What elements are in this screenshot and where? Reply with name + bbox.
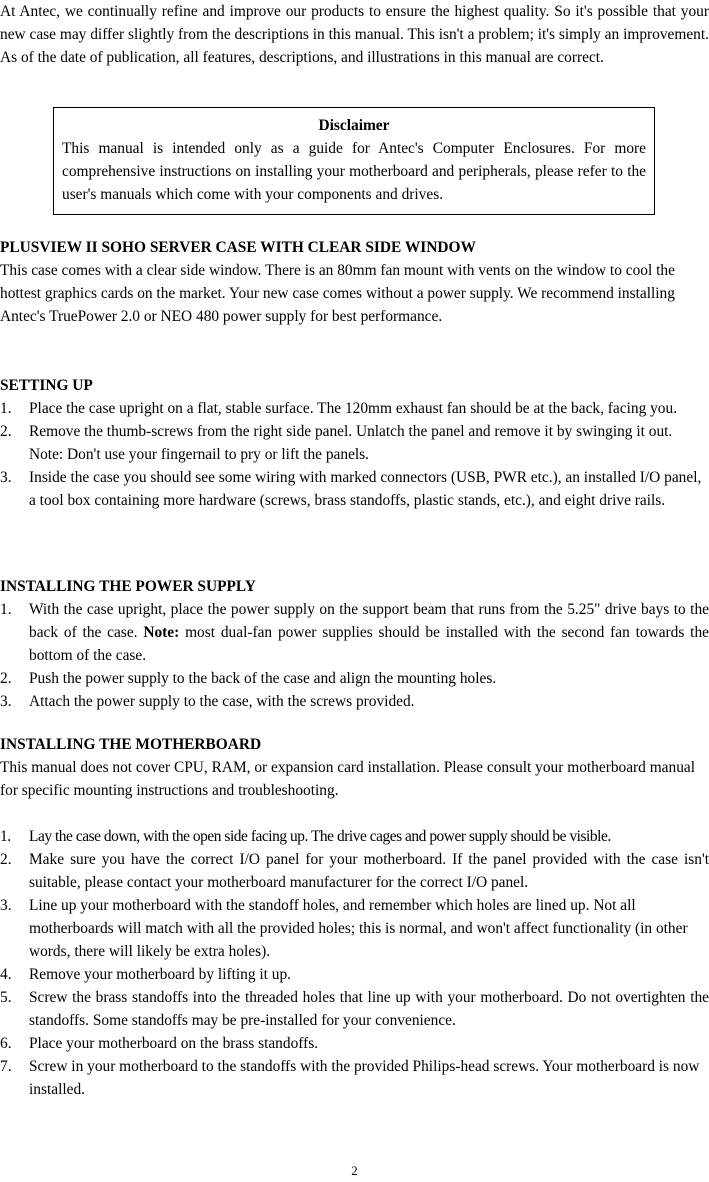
motherboard-list: [0, 825, 709, 1101]
list-item-text: Line up your motherboard with the standoff holes, and remember which holes are lined up. Not all motherboards will match with all the provided holes; this is normal, and won't affect functionality (in other words, there will likely be extra holes).: [29, 897, 688, 960]
list-item: [0, 397, 709, 420]
setting-up-section: [0, 374, 709, 512]
list-number: 3.: [0, 693, 12, 710]
list-item-text: Push the power supply to the back of the case and align the mounting holes.: [29, 670, 497, 687]
list-item: [0, 825, 709, 848]
list-item-text: Attach the power supply to the case, with the screws provided.: [29, 693, 415, 710]
plusview-body: This case comes with a clear side window. There is an 80mm fan mount with vents on the window to cool the hottest graphics cards on the market. Your new case comes without a power supply. We recommend installing Antec's TruePower 2.0 or NEO 480 power supply for best performance.: [0, 262, 675, 325]
list-item-text: Screw the brass standoffs into the threaded holes that line up with your motherboard. Do not overtighten the standoffs. Some standoffs may be pre-installed for your convenience.: [29, 989, 709, 1029]
list-item-text: most dual-fan power supplies should be installed with the second fan towards the bottom of the case.: [29, 624, 709, 664]
list-number: 3.: [0, 897, 12, 914]
list-number: 2.: [0, 423, 12, 440]
note-label: Note:: [143, 624, 180, 641]
plusview-section: [0, 236, 709, 328]
intro-paragraph: At Antec, we continually refine and improve our products to ensure the highest quality. So it's possible that your new case may differ slightly from the descriptions in this manual. This isn't a problem; it's simply an improvement. As of the date of publication, all features, descriptions, and illustrations in this manual are correct.: [0, 3, 709, 66]
list-number: 4.: [0, 966, 12, 983]
list-item: [0, 1032, 709, 1055]
list-item-text: Lay the case down, with the open side facing up. The drive cages and power supply should be visible.: [29, 828, 611, 845]
motherboard-body: This manual does not cover CPU, RAM, or expansion card installation. Please consult your motherboard manual for specific mounting instructions and troubleshooting.: [0, 759, 696, 799]
list-item: [0, 963, 709, 986]
power-supply-section: [0, 575, 709, 713]
disclaimer-body: This manual is intended only as a guide for Antec's Computer Enclosures. For more comprehensive instructions on installing your motherboard and peripherals, please refer to the user's manuals which come with your components and drives.: [62, 140, 646, 203]
page-number: 2: [351, 1163, 358, 1178]
disclaimer-title: Disclaimer: [318, 117, 390, 134]
motherboard-heading: INSTALLING THE MOTHERBOARD: [0, 736, 262, 753]
list-item: [0, 466, 709, 512]
power-supply-list: [0, 598, 709, 713]
list-number: 5.: [0, 989, 12, 1006]
list-item-text: Inside the case you should see some wiring with marked connectors (USB, PWR etc.), an installed I/O panel, a tool box containing more hardware (screws, brass standoffs, plastic stands, etc.), and eight drive rails.: [29, 469, 702, 509]
list-item: [0, 1055, 709, 1101]
list-item-text: Screw in your motherboard to the standoffs with the provided Philips-head screws. Your motherboard is now installed.: [29, 1058, 700, 1098]
motherboard-section: [0, 733, 709, 1101]
list-item: [0, 894, 709, 963]
plusview-heading: PLUSVIEW II SOHO SERVER CASE WITH CLEAR SIDE WINDOW: [0, 239, 476, 256]
list-item: [0, 598, 709, 667]
disclaimer-box: [53, 107, 655, 215]
list-number: 1.: [0, 400, 12, 417]
list-item-text: Make sure you have the correct I/O panel for your motherboard. If the panel provided with the case isn't suitable, please contact your motherboard manufacturer for the correct I/O panel.: [29, 851, 709, 891]
list-number: 2.: [0, 670, 12, 687]
setting-up-list: [0, 397, 709, 512]
list-number: 2.: [0, 851, 12, 868]
list-item: [0, 420, 709, 466]
list-item-text: With the case upright, place the power supply on the support beam that runs from the 5.25" drive bays to the back of the case.: [29, 601, 709, 641]
list-item-text: Remove the thumb-screws from the right side panel. Unlatch the panel and remove it by swinging it out. Note: Don't use your fingernail to pry or lift the panels.: [29, 423, 673, 463]
list-number: 6.: [0, 1035, 12, 1052]
list-number: 3.: [0, 469, 12, 486]
list-item-text: Place your motherboard on the brass standoffs.: [29, 1035, 319, 1052]
list-item-text: Place the case upright on a flat, stable surface. The 120mm exhaust fan should be at the back, facing you.: [29, 400, 678, 417]
power-supply-heading: INSTALLING THE POWER SUPPLY: [0, 578, 256, 595]
setting-up-heading: SETTING UP: [0, 377, 93, 394]
list-number: 7.: [0, 1058, 12, 1075]
list-item-text: Remove your motherboard by lifting it up.: [29, 966, 292, 983]
list-item: [0, 690, 709, 713]
list-item: [0, 667, 709, 690]
list-number: 1.: [0, 828, 11, 845]
list-item: [0, 848, 709, 894]
list-number: 1.: [0, 601, 12, 618]
list-item: [0, 986, 709, 1032]
